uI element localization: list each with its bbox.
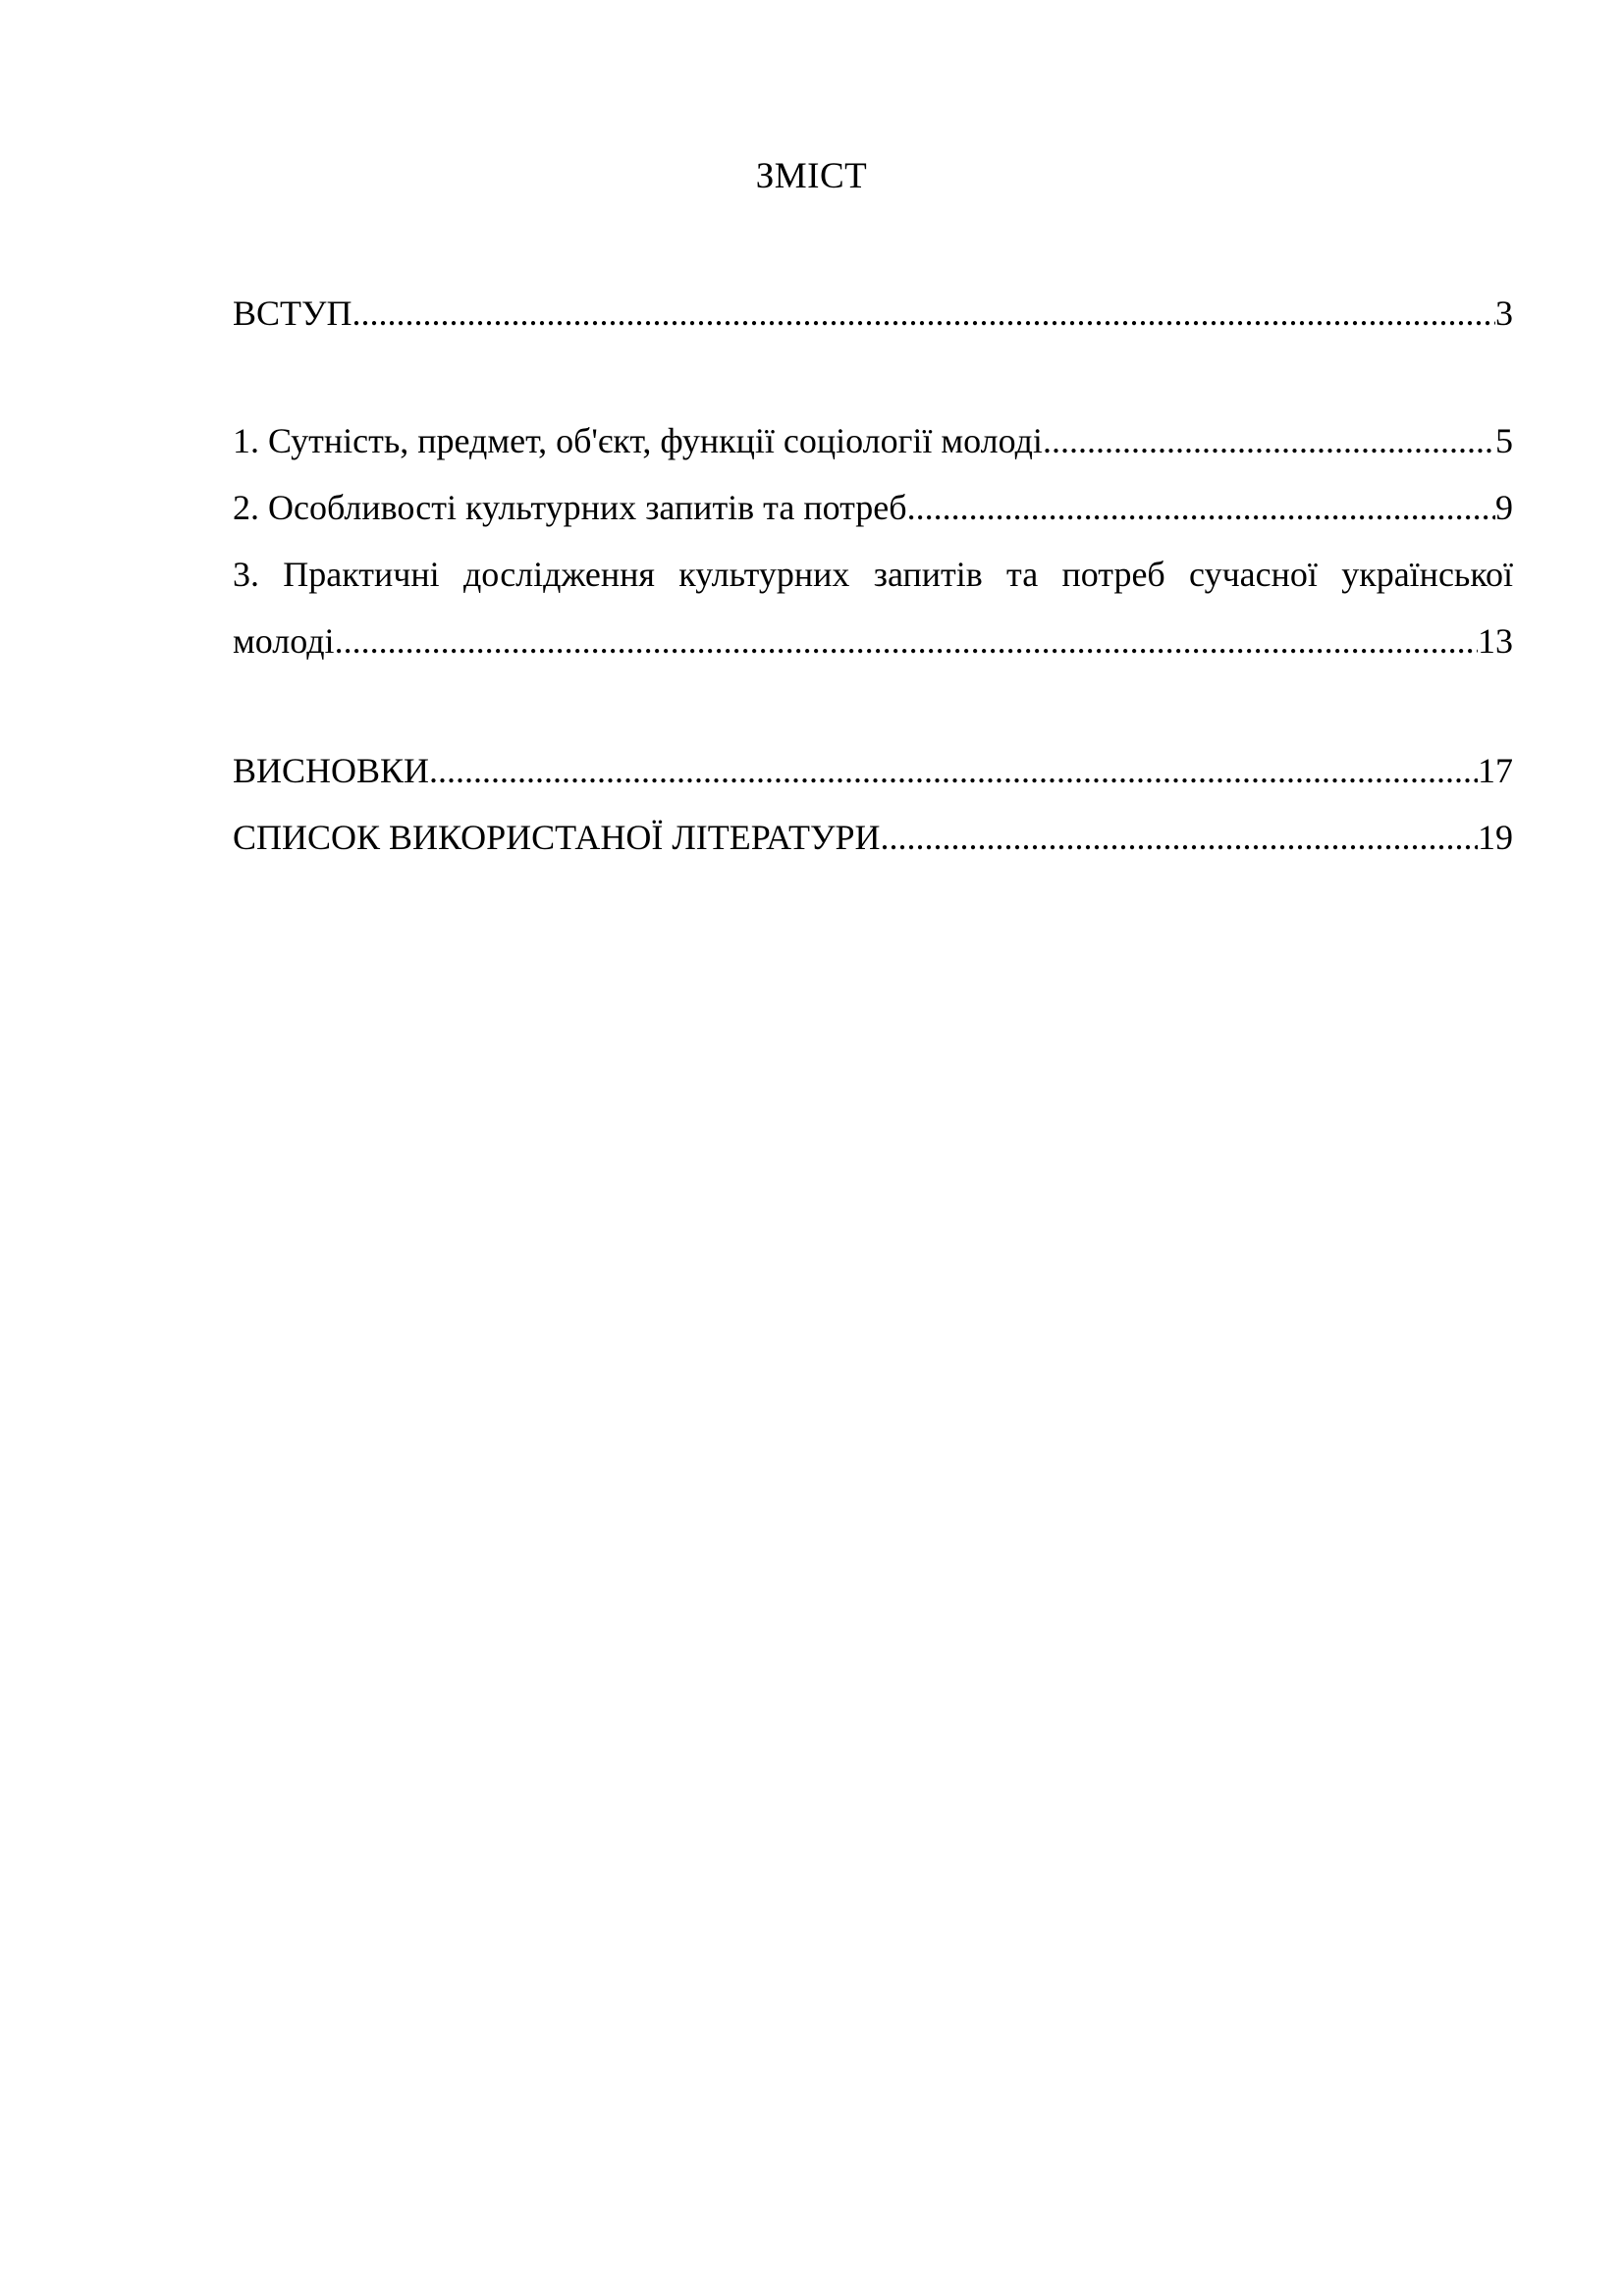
toc-entry-introduction bbox=[233, 291, 1513, 336]
toc-entry-section-2 bbox=[233, 485, 1513, 530]
toc-dot-leader bbox=[429, 748, 1478, 793]
toc-dot-leader bbox=[352, 291, 1496, 336]
toc-dot-leader bbox=[335, 618, 1478, 664]
toc-entry-section-1 bbox=[233, 418, 1513, 463]
toc-entry-conclusions bbox=[233, 748, 1513, 793]
toc-entry-label: ВИСНОВКИ bbox=[233, 751, 430, 790]
toc-entry-label: молоді bbox=[233, 621, 335, 661]
toc-entry-label: 1. Сутність, предмет, об'єкт, функції соціології молоді bbox=[233, 421, 1043, 460]
toc-dot-leader bbox=[907, 485, 1495, 530]
toc-dot-leader bbox=[1043, 418, 1495, 463]
toc-title: ЗМІСТ bbox=[755, 156, 868, 196]
toc-entry-page-number: 19 bbox=[1478, 818, 1513, 857]
toc-entry-page-number: 9 bbox=[1495, 488, 1513, 527]
toc-entry-label: ВСТУП bbox=[233, 294, 352, 333]
toc-entry-section-3-line-1: 3. Практичні дослідження культурних запитів та потреб сучасної української bbox=[233, 555, 1513, 594]
toc-entry-page-number: 3 bbox=[1495, 294, 1513, 333]
toc-entry-label: 2. Особливості культурних запитів та потреб bbox=[233, 488, 907, 527]
toc-entry-page-number: 17 bbox=[1478, 751, 1513, 790]
toc-entry-page-number: 13 bbox=[1478, 621, 1513, 661]
toc-entry-label: СПИСОК ВИКОРИСТАНОЇ ЛІТЕРАТУРИ bbox=[233, 818, 881, 857]
toc-dot-leader bbox=[881, 815, 1479, 860]
toc-entry-page-number: 5 bbox=[1495, 421, 1513, 460]
toc-entry-section-3 bbox=[233, 618, 1513, 664]
toc-entry-references bbox=[233, 815, 1513, 860]
